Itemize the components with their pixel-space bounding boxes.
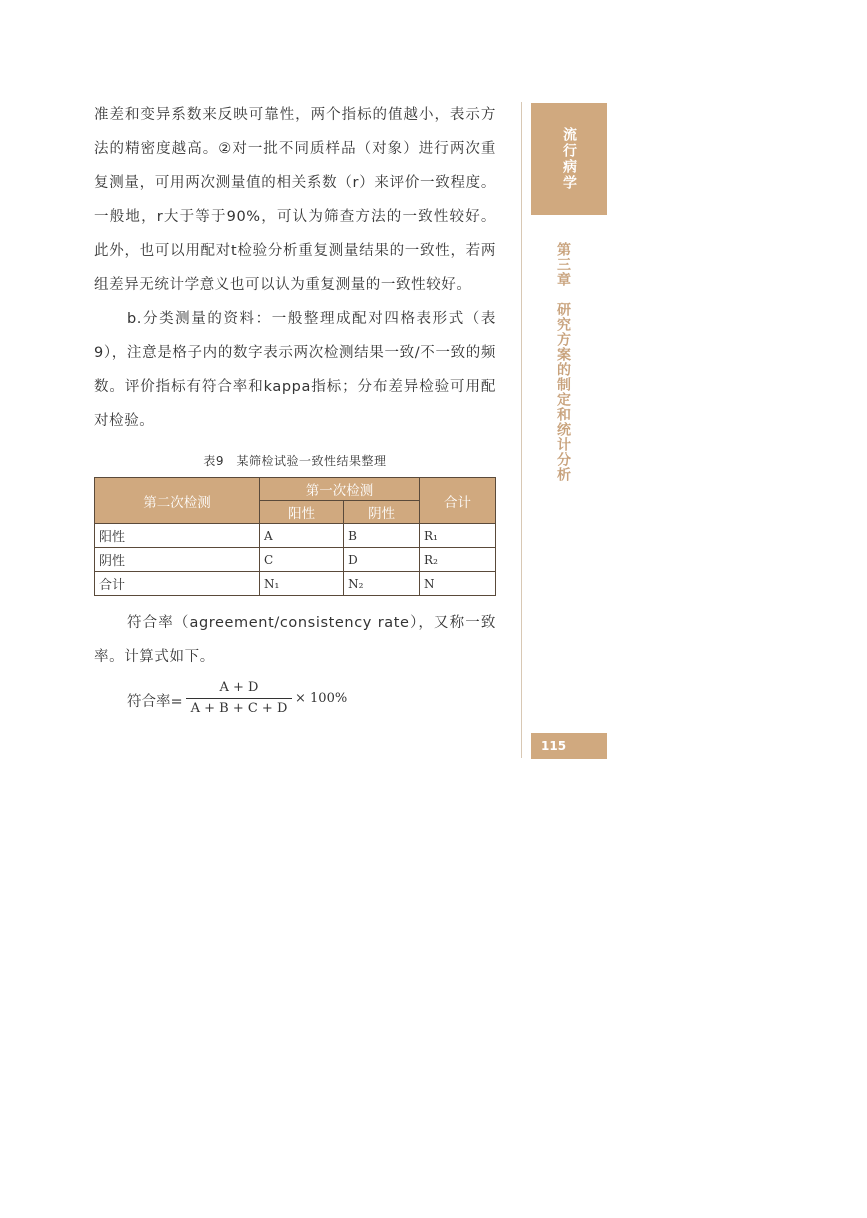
- cell-value: N: [420, 572, 496, 596]
- table-row: [95, 572, 496, 596]
- agreement-formula: [94, 678, 496, 726]
- book-title-tab: [531, 103, 607, 215]
- cell-value: N₁: [260, 572, 344, 596]
- paragraph-2: b.分类测量的资料：一般整理成配对四格表形式（表9），注意是格子内的数字表示两次检测结果一致/不一致的频数。评价指标有符合率和kappa指标；分布差异检验可用配对检验。: [94, 311, 496, 429]
- header-first-test: 第一次检测: [260, 478, 420, 501]
- header-second-test: 第二次检测: [95, 478, 260, 524]
- cell-value: R₁: [420, 524, 496, 548]
- table-row: [95, 548, 496, 572]
- book-title: 流行病学: [561, 127, 577, 191]
- paragraph-3: 符合率（agreement/consistency rate），又称一致率。计算式如下。: [94, 615, 496, 665]
- chapter-title: 第三章 研究方案的制定和统计分析: [555, 242, 571, 482]
- formula-denominator: A + B + C + D: [190, 701, 288, 716]
- table-caption: 表9 某筛检试验一致性结果整理: [203, 454, 387, 468]
- table-row: [95, 524, 496, 548]
- cell-value: D: [344, 548, 420, 572]
- formula-fraction: [186, 678, 292, 719]
- header-total: 合计: [420, 478, 496, 524]
- formula-numerator: A + D: [219, 680, 259, 695]
- main-content: [94, 98, 496, 726]
- formula-lhs: 符合率=: [127, 694, 183, 710]
- cell-value: N₂: [344, 572, 420, 596]
- row-label: 阳性: [95, 524, 260, 548]
- formula-rhs: × 100%: [295, 691, 348, 706]
- row-label: 阴性: [95, 548, 260, 572]
- consistency-table: [94, 477, 496, 596]
- margin-divider: [521, 102, 522, 758]
- header-positive: 阳性: [260, 501, 344, 524]
- row-label: 合计: [95, 572, 260, 596]
- paragraph-1: 准差和变异系数来反映可靠性，两个指标的值越小，表示方法的精密度越高。②对一批不同质样品（对象）进行两次重复测量，可用两次测量值的相关系数（r）来评价一致程度。一般地，r大于等于90%，可认为筛查方法的一致性较好。此外，也可以用配对t检验分析重复测量结果的一致性，若两组差异无统计学意义也可以认为重复测量的一致性较好。: [94, 107, 496, 293]
- cell-value: B: [344, 524, 420, 548]
- page-number: 115: [531, 733, 607, 759]
- cell-value: R₂: [420, 548, 496, 572]
- header-negative: 阴性: [344, 501, 420, 524]
- cell-value: A: [260, 524, 344, 548]
- cell-value: C: [260, 548, 344, 572]
